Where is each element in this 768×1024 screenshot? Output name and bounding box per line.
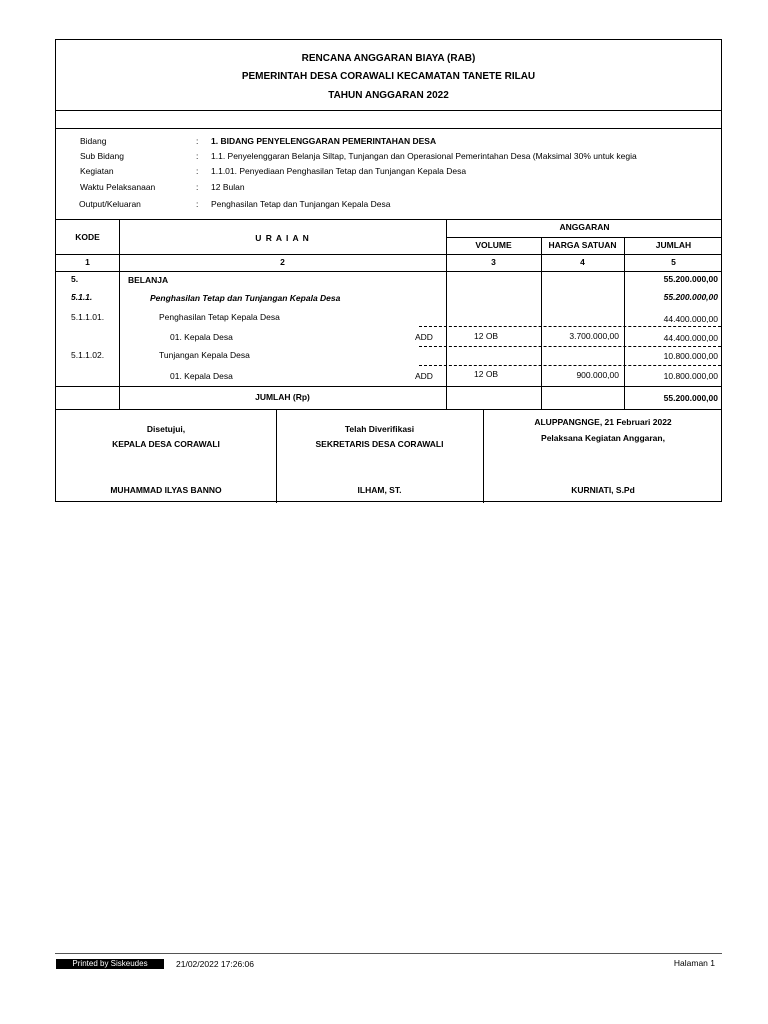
header-jumlah: JUMLAH (655, 240, 692, 250)
row-jumlah: 44.400.000,00 (663, 314, 718, 324)
row-jumlah: 55.200.000,00 (663, 274, 718, 284)
row-jumlah: 55.200.000,00 (663, 292, 718, 302)
executor-place-date: ALUPPANGNGE, 21 Februari 2022 (534, 417, 672, 427)
verifier-title: SEKRETARIS DESA CORAWALI (315, 439, 444, 449)
row-kode: 5. (71, 274, 79, 284)
bidang-value: 1. BIDANG PENYELENGGARAN PEMERINTAHAN DESA (211, 136, 437, 146)
page-number: Halaman 1 (673, 958, 715, 968)
col-number: 1 (85, 257, 90, 267)
row-source-tag: ADD (415, 371, 433, 381)
row-volume: 12 OB (474, 331, 499, 341)
divider (56, 110, 721, 111)
document-subtitle: PEMERINTAH DESA CORAWALI KECAMATAN TANETE RILAU (241, 71, 536, 82)
sub-bidang-value: 1.1. Penyelenggaran Belanja Siltap, Tunjangan dan Operasional Pemerintahan Desa (Maksimal 30% untuk kegia (211, 151, 637, 161)
row-harga: 3.700.000,00 (569, 331, 619, 341)
output-value: Penghasilan Tetap dan Tunjangan Kepala Desa (211, 199, 391, 209)
row-uraian: Penghasilan Tetap Kepala Desa (159, 312, 280, 322)
total-label: JUMLAH (Rp) (255, 392, 310, 402)
output-label: Output/Keluaran (79, 199, 141, 209)
row-jumlah: 44.400.000,00 (663, 333, 718, 343)
executor-title: Pelaksana Kegiatan Anggaran, (541, 433, 665, 443)
row-jumlah: 10.800.000,00 (663, 351, 718, 361)
row-uraian: Tunjangan Kepala Desa (159, 350, 250, 360)
printed-by-label: Printed by Siskeudes (56, 959, 164, 969)
approver-caption: Disetujui, (146, 424, 186, 434)
table-header-border (56, 254, 721, 255)
row-uraian: BELANJA (128, 275, 169, 285)
row-kode: 5.1.1. (71, 292, 93, 302)
document-year: TAHUN ANGGARAN 2022 (328, 90, 449, 101)
row-dashed-separator (419, 326, 721, 327)
separator: : (196, 182, 199, 192)
row-uraian: Penghasilan Tetap dan Tunjangan Kepala Desa (150, 293, 341, 303)
anggaran-subheader-border (446, 237, 721, 238)
separator: : (196, 166, 199, 176)
verifier-caption: Telah Diverifikasi (344, 424, 415, 434)
print-timestamp: 21/02/2022 17:26:06 (176, 959, 254, 969)
executor-name: KURNIATI, S.Pd (571, 485, 635, 495)
total-value: 55.200.000,00 (663, 393, 718, 403)
divider (56, 128, 721, 129)
header-uraian: U R A I A N (255, 233, 310, 243)
waktu-label: Waktu Pelaksanaan (80, 182, 156, 192)
footer-divider (55, 953, 722, 954)
separator: : (196, 151, 199, 161)
approver-title: KEPALA DESA CORAWALI (112, 439, 220, 449)
document-title: RENCANA ANGGARAN BIAYA (RAB) (301, 53, 476, 64)
table-colnum-border (56, 271, 721, 272)
kegiatan-label: Kegiatan (80, 166, 114, 176)
bidang-label: Bidang (80, 136, 107, 146)
col-number: 4 (580, 257, 585, 267)
col-number: 5 (671, 257, 676, 267)
verifier-name: ILHAM, ST. (357, 485, 402, 495)
approver-name: MUHAMMAD ILYAS BANNO (110, 485, 222, 495)
row-uraian: 01. Kepala Desa (170, 371, 233, 381)
col-number: 3 (491, 257, 496, 267)
header-anggaran: ANGGARAN (559, 222, 610, 232)
waktu-value: 12 Bulan (211, 182, 245, 192)
header-harga-satuan: HARGA SATUAN (548, 240, 617, 250)
row-jumlah: 10.800.000,00 (663, 371, 718, 381)
row-dashed-separator (419, 365, 721, 366)
header-kode: KODE (75, 232, 100, 242)
table-bottom-border (56, 409, 721, 410)
table-top-border (56, 219, 721, 220)
kegiatan-value: 1.1.01. Penyediaan Penghasilan Tetap dan Tunjangan Kepala Desa (211, 166, 467, 176)
separator: : (196, 199, 199, 209)
header-volume: VOLUME (475, 240, 512, 250)
row-kode: 5.1.1.02. (71, 350, 105, 360)
rab-document (55, 39, 722, 502)
row-volume: 12 OB (474, 369, 499, 379)
row-kode: 5.1.1.01. (71, 312, 105, 322)
col-number: 2 (280, 257, 285, 267)
sub-bidang-label: Sub Bidang (80, 151, 124, 161)
separator: : (196, 136, 199, 146)
col-divider (119, 219, 120, 409)
row-dashed-separator (419, 346, 721, 347)
table-body-bottom-border (56, 386, 721, 387)
row-uraian: 01. Kepala Desa (170, 332, 233, 342)
row-harga: 900.000,00 (576, 370, 619, 380)
row-source-tag: ADD (415, 332, 433, 342)
